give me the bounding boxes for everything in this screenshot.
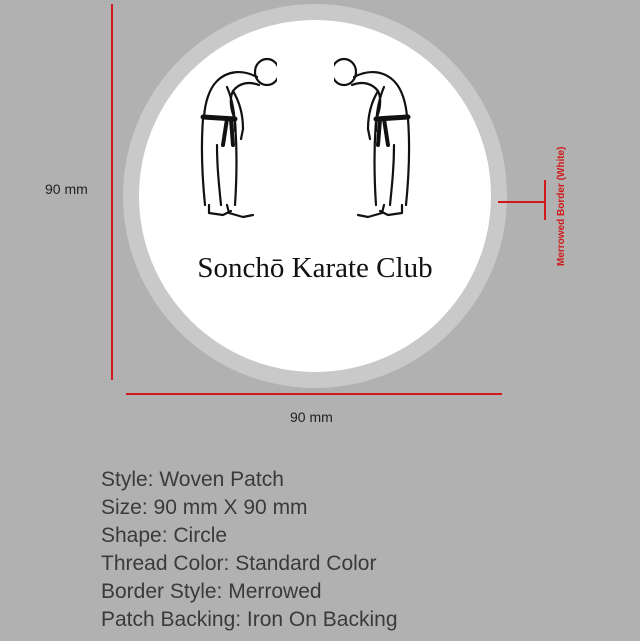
- width-label: 90 mm: [290, 409, 333, 425]
- width-dimension-line: [126, 393, 502, 395]
- spec-border-style: Border Style: Merrowed: [101, 580, 322, 603]
- spec-size: Size: 90 mm X 90 mm: [101, 496, 308, 519]
- spec-style: Style: Woven Patch: [101, 468, 284, 491]
- border-callout-line: [498, 201, 546, 203]
- bowing-karateka-left: [187, 55, 277, 225]
- height-label: 90 mm: [45, 181, 88, 197]
- spec-list: [101, 466, 398, 634]
- spec-patch-backing: Patch Backing: Iron On Backing: [101, 608, 398, 631]
- border-callout-tick: [544, 180, 546, 220]
- spec-thread-color: Thread Color: Standard Color: [101, 552, 377, 575]
- club-name-text: Sonchō Karate Club: [197, 252, 433, 284]
- height-dimension-line: [111, 4, 113, 380]
- spec-shape: Shape: Circle: [101, 524, 228, 547]
- border-label: Merrowed Border (White): [556, 146, 567, 266]
- bowing-karateka-right: [334, 55, 424, 225]
